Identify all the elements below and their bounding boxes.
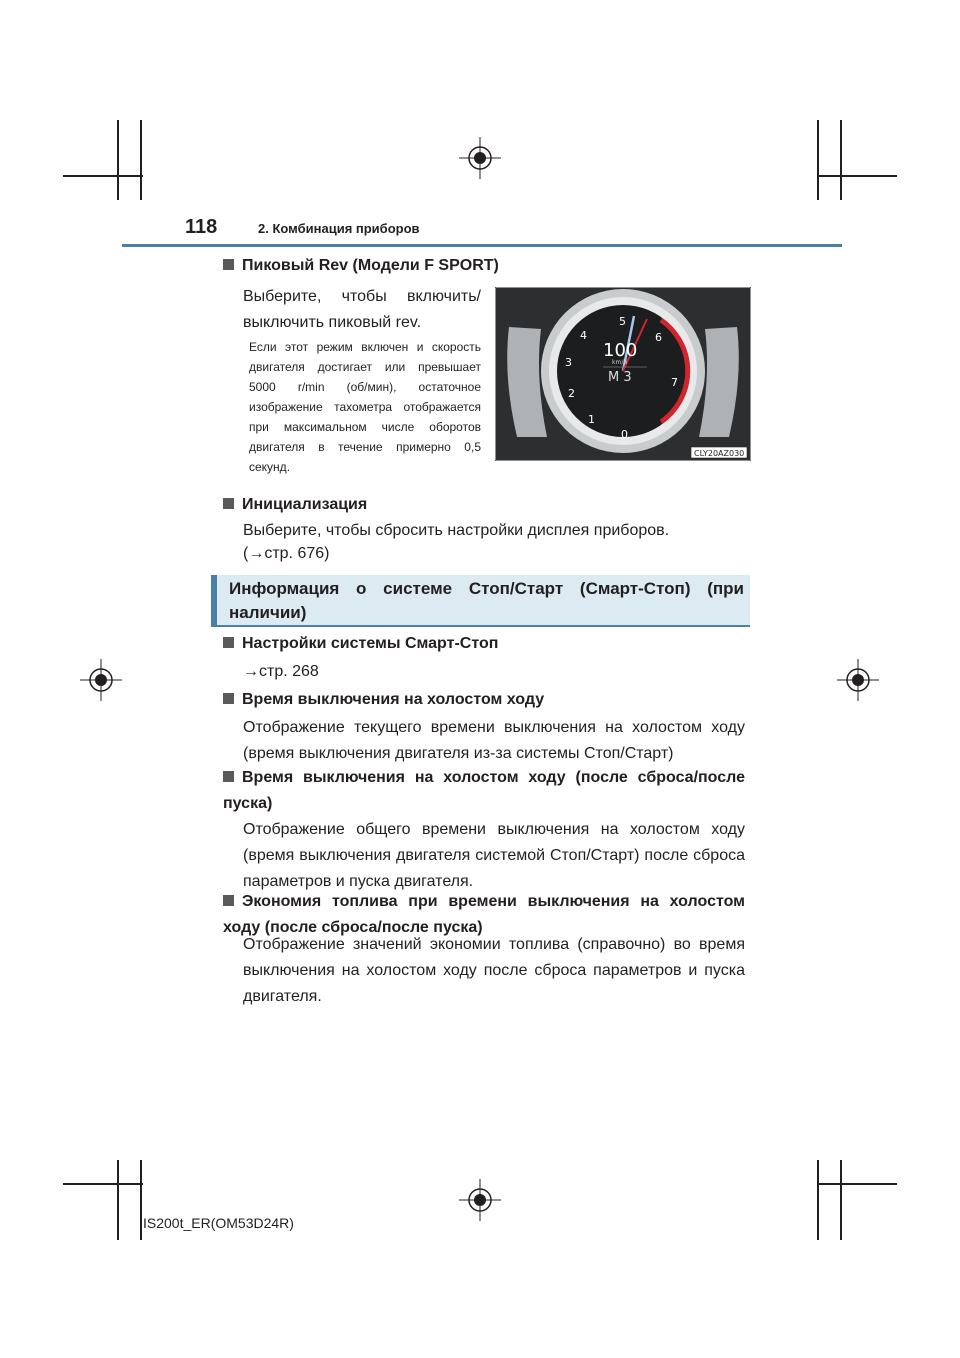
registration-mark-icon [459,137,501,179]
crop-mark [817,1183,897,1185]
document-code: IS200t_ER(OM53D24R) [143,1215,294,1231]
registration-mark-icon [80,659,122,701]
idle-time-after-heading [223,765,745,817]
smart-stop-ref: →стр. 268 [243,663,319,680]
crop-mark [117,1160,119,1240]
tick-label-0: 0 [621,428,628,441]
crop-mark [140,120,142,200]
crop-mark [63,1183,143,1185]
tick-label-5: 5 [619,315,626,328]
square-bullet-icon [223,895,234,906]
section-title: Информация о системе Стоп/Старт (Смарт-Стоп) (при наличии) [229,579,744,622]
square-bullet-icon [223,771,234,782]
tick-label-6: 6 [655,331,662,344]
tick-label-2: 2 [568,387,575,400]
idle-time-text: Отображение текущего времени выключения на холостом ходу (время выключения двигателя из-за системы Стоп/Старт) [243,719,745,762]
crop-mark [117,120,119,200]
smart-stop-title: Настройки системы Смарт-Стоп [242,635,499,652]
crop-mark [817,120,819,200]
idle-time-title: Время выключения на холостом ходу [242,691,545,708]
idle-time-heading [223,687,544,713]
crop-mark [140,1160,142,1240]
square-bullet-icon [223,693,234,704]
header-divider [122,244,842,247]
page-header [185,214,745,244]
tick-label-7: 7 [671,376,678,389]
registration-mark-icon [459,1179,501,1221]
crop-mark [840,1160,842,1240]
peak-rev-text: Выберите, чтобы включить/выключить пиковый rev. [243,288,481,331]
tachometer-illustration [495,287,751,461]
crop-mark [817,1160,819,1240]
page-number: 118 [185,216,218,238]
crop-mark [817,175,897,177]
idle-time-after-title: Время выключения на холостом ходу (после сброса/после пуска) [223,769,745,812]
speed-readout: 100 [603,340,638,361]
tick-label-3: 3 [565,356,572,369]
chapter-title: 2. Комбинация приборов [258,221,420,236]
square-bullet-icon [223,259,234,270]
tick-label-4: 4 [580,329,587,342]
tick-label-1: 1 [588,413,595,426]
figure-code: CLY20AZ030 [694,449,745,458]
square-bullet-icon [223,498,234,509]
registration-mark-icon [837,659,879,701]
init-text: Выберите, чтобы сбросить настройки дисплея приборов. [243,522,670,539]
crop-mark [63,175,143,177]
peak-rev-title: Пиковый Rev (Модели F SPORT) [242,257,499,274]
square-bullet-icon [223,637,234,648]
peak-rev-heading [223,253,499,279]
init-heading [223,492,367,518]
section-header [211,575,750,627]
fuel-economy-title: Экономия топлива при времени выключения на холостом ходу (после сброса/после пуска) [223,893,745,936]
init-title: Инициализация [242,496,368,513]
speed-unit: km/h [612,359,628,366]
fuel-economy-text: Отображение значений экономии топлива (справочно) во время выключения на холостом ходу после сброса параметров и пуска двигателя. [243,936,745,1005]
gear-indicator: M 3 [608,370,632,385]
idle-time-after-text: Отображение общего времени выключения на холостом ходу (время выключения двигателя системой Стоп/Старт) после сброса параметров и пуска двигателя. [243,821,745,890]
smart-stop-heading [223,631,498,657]
peak-rev-note: Если этот режим включен и скорость двигателя достигает или превышает 5000 r/min (об/мин), остаточное изображение тахометра отображается при максимальном числе оборотов двигателя в течение примерно 0,5 секунд. [249,340,481,474]
init-ref: (→стр. 676) [243,545,330,562]
crop-mark [840,120,842,200]
